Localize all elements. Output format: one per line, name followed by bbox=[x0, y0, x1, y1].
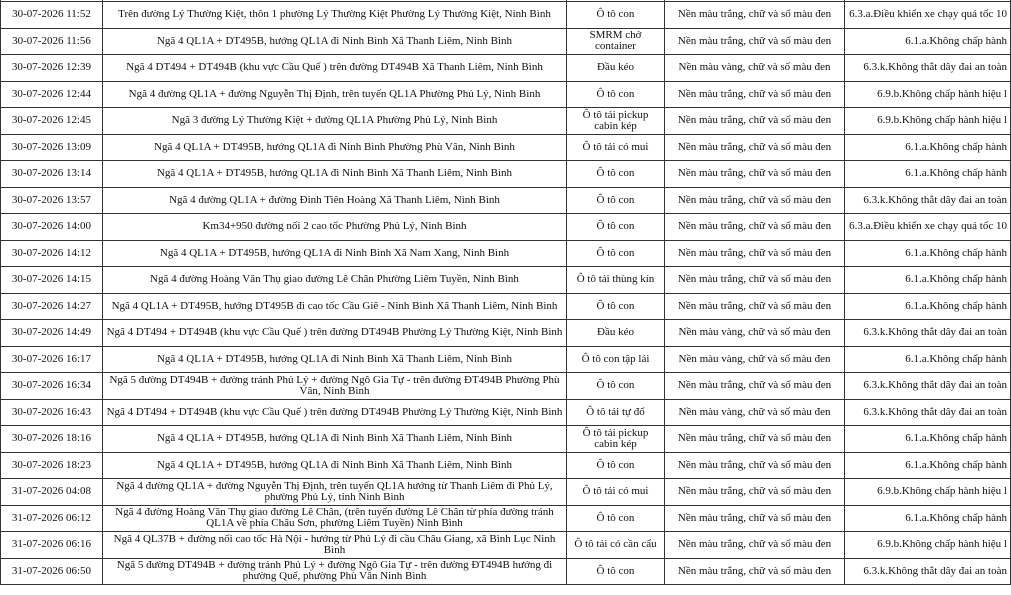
cell-vehicle-type: Ô tô con bbox=[567, 505, 665, 532]
cell-vehicle-type: Ô tô con bbox=[567, 373, 665, 400]
cell-violation: 6.3.a.Điều khiển xe chạy quá tốc 10 bbox=[845, 2, 1011, 29]
cell-location: Ngã 4 QL1A + DT495B, hướng QL1A đi Ninh Bình Xã Thanh Liêm, Ninh Bình bbox=[103, 161, 567, 188]
cell-time: 30-07-2026 12:39 bbox=[1, 55, 103, 82]
cell-vehicle-type: Ô tô con bbox=[567, 2, 665, 29]
table-row bbox=[1, 399, 1011, 426]
cell-time: 30-07-2026 16:43 bbox=[1, 399, 103, 426]
cell-time: 30-07-2026 18:16 bbox=[1, 426, 103, 453]
cell-vehicle-type: Ô tô tải thùng kín bbox=[567, 267, 665, 294]
cell-time: 30-07-2026 16:17 bbox=[1, 346, 103, 373]
table-row bbox=[1, 532, 1011, 559]
cell-location: Ngã 4 đường QL1A + đường Nguyễn Thị Định, trên tuyến QL1A hướng từ Thanh Liêm đi Phủ Lý, phường Phủ Lý, tỉnh Ninh Bình bbox=[103, 479, 567, 506]
cell-time: 31-07-2026 06:16 bbox=[1, 532, 103, 559]
cell-plate-color: Nền màu trắng, chữ và số màu đen bbox=[665, 108, 845, 135]
cell-time: 30-07-2026 14:49 bbox=[1, 320, 103, 347]
cell-violation: 6.3.k.Không thắt dây đai an toàn bbox=[845, 399, 1011, 426]
cell-vehicle-type: Ô tô con bbox=[567, 293, 665, 320]
cell-time: 30-07-2026 11:52 bbox=[1, 2, 103, 29]
cell-plate-color: Nền màu trắng, chữ và số màu đen bbox=[665, 240, 845, 267]
cell-location: Ngã 4 QL1A + DT495B, hướng QL1A đi Ninh Bình Phường Phù Vân, Ninh Bình bbox=[103, 134, 567, 161]
cell-time: 30-07-2026 13:57 bbox=[1, 187, 103, 214]
cell-violation: 6.1.a.Không chấp hành bbox=[845, 267, 1011, 294]
cell-plate-color: Nền màu trắng, chữ và số màu đen bbox=[665, 293, 845, 320]
cell-plate-color: Nền màu trắng, chữ và số màu đen bbox=[665, 373, 845, 400]
cell-vehicle-type: Đầu kéo bbox=[567, 320, 665, 347]
cell-time: 31-07-2026 06:12 bbox=[1, 505, 103, 532]
table-row bbox=[1, 479, 1011, 506]
cell-location: Ngã 4 DT494 + DT494B (khu vực Cầu Quế ) trên đường DT494B Phường Lý Thường Kiệt, Ninh Bình bbox=[103, 399, 567, 426]
table-row bbox=[1, 558, 1011, 585]
cell-time: 30-07-2026 12:45 bbox=[1, 108, 103, 135]
cell-location: Ngã 4 QL1A + DT495B, hướng QL1A đi Ninh Bình Xã Thanh Liêm, Ninh Bình bbox=[103, 346, 567, 373]
cell-violation: 6.1.a.Không chấp hành bbox=[845, 240, 1011, 267]
cell-plate-color: Nền màu trắng, chữ và số màu đen bbox=[665, 214, 845, 241]
cell-location: Km34+950 đường nối 2 cao tốc Phường Phủ Lý, Ninh Bình bbox=[103, 214, 567, 241]
cell-location: Ngã 4 đường QL1A + đường Nguyễn Thị Định, trên tuyến QL1A Phường Phủ Lý, Ninh Bình bbox=[103, 81, 567, 108]
table-row bbox=[1, 320, 1011, 347]
cell-time: 30-07-2026 14:15 bbox=[1, 267, 103, 294]
cell-violation: 6.1.a.Không chấp hành bbox=[845, 452, 1011, 479]
table-row bbox=[1, 293, 1011, 320]
cell-plate-color: Nền màu trắng, chữ và số màu đen bbox=[665, 81, 845, 108]
cell-violation: 6.3.k.Không thắt dây đai an toàn bbox=[845, 55, 1011, 82]
table-row bbox=[1, 108, 1011, 135]
cell-location: Ngã 5 đường DT494B + đường tránh Phủ Lý + đường Ngô Gia Tự - trên đường ĐT494B hướng đi phường Quế, phường Phù Vân Ninh Bình bbox=[103, 558, 567, 585]
cell-location: Ngã 4 đường Hoàng Văn Thụ giao đường Lê Chân, (trên tuyến đường Lê Chân từ phía đường tránh QL1A về phía Châu Sơn, phường Liêm Tuyền) Ninh Bình bbox=[103, 505, 567, 532]
cell-plate-color: Nền màu trắng, chữ và số màu đen bbox=[665, 505, 845, 532]
cell-violation: 6.9.b.Không chấp hành hiệu l bbox=[845, 479, 1011, 506]
cell-plate-color: Nền màu trắng, chữ và số màu đen bbox=[665, 134, 845, 161]
cell-time: 31-07-2026 06:50 bbox=[1, 558, 103, 585]
cell-location: Ngã 4 QL1A + DT495B, hướng QL1A đi Ninh Bình Xã Thanh Liêm, Ninh Bình bbox=[103, 426, 567, 453]
cell-time: 30-07-2026 16:34 bbox=[1, 373, 103, 400]
cell-plate-color: Nền màu trắng, chữ và số màu đen bbox=[665, 558, 845, 585]
cell-time: 30-07-2026 11:56 bbox=[1, 28, 103, 55]
cell-vehicle-type: Ô tô tải pickup cabin kép bbox=[567, 426, 665, 453]
cell-vehicle-type: Ô tô tải pickup cabin kép bbox=[567, 108, 665, 135]
cell-location: Ngã 3 đường Lý Thường Kiệt + đường QL1A Phường Phủ Lý, Ninh Bình bbox=[103, 108, 567, 135]
cell-time: 30-07-2026 12:44 bbox=[1, 81, 103, 108]
cell-plate-color: Nền màu trắng, chữ và số màu đen bbox=[665, 452, 845, 479]
cell-violation: 6.1.a.Không chấp hành bbox=[845, 346, 1011, 373]
cell-violation: 6.9.b.Không chấp hành hiệu l bbox=[845, 81, 1011, 108]
table-row bbox=[1, 161, 1011, 188]
cell-location: Ngã 4 QL1A + DT495B, hướng QL1A đi Ninh Bình Xã Thanh Liêm, Ninh Bình bbox=[103, 452, 567, 479]
cell-location: Ngã 4 đường QL1A + đường Đinh Tiên Hoàng Xã Thanh Liêm, Ninh Bình bbox=[103, 187, 567, 214]
table-row bbox=[1, 505, 1011, 532]
cell-location: Ngã 5 đường DT494B + đường tránh Phủ Lý + đường Ngô Gia Tự - trên đường ĐT494B Phường Phù Vân, Ninh Bình bbox=[103, 373, 567, 400]
cell-location: Ngã 4 QL37B + đường nối cao tốc Hà Nội - hướng từ Phủ Lý đi cầu Châu Giang, xã Bình Lục Ninh Bình bbox=[103, 532, 567, 559]
cell-violation: 6.1.a.Không chấp hành bbox=[845, 161, 1011, 188]
table-row bbox=[1, 214, 1011, 241]
table-row bbox=[1, 2, 1011, 29]
table-row bbox=[1, 55, 1011, 82]
cell-location: Ngã 4 QL1A + DT495B, hướng QL1A đi Ninh Bình Xã Nam Xang, Ninh Bình bbox=[103, 240, 567, 267]
cell-violation: 6.9.b.Không chấp hành hiệu l bbox=[845, 108, 1011, 135]
table-row bbox=[1, 452, 1011, 479]
cell-plate-color: Nền màu vàng, chữ và số màu đen bbox=[665, 320, 845, 347]
cell-vehicle-type: Ô tô con bbox=[567, 161, 665, 188]
cell-vehicle-type: SMRM chở container bbox=[567, 28, 665, 55]
cell-violation: 6.3.k.Không thắt dây đai an toàn bbox=[845, 558, 1011, 585]
cell-vehicle-type: Ô tô tải có mui bbox=[567, 134, 665, 161]
cell-vehicle-type: Ô tô con bbox=[567, 558, 665, 585]
cell-time: 30-07-2026 14:12 bbox=[1, 240, 103, 267]
cell-plate-color: Nền màu trắng, chữ và số màu đen bbox=[665, 267, 845, 294]
cell-violation: 6.3.k.Không thắt dây đai an toàn bbox=[845, 373, 1011, 400]
cell-plate-color: Nền màu vàng, chữ và số màu đen bbox=[665, 346, 845, 373]
cell-vehicle-type: Ô tô con bbox=[567, 214, 665, 241]
cell-vehicle-type: Ô tô con bbox=[567, 187, 665, 214]
cell-plate-color: Nền màu trắng, chữ và số màu đen bbox=[665, 28, 845, 55]
cell-violation: 6.1.a.Không chấp hành bbox=[845, 505, 1011, 532]
cell-violation: 6.1.a.Không chấp hành bbox=[845, 134, 1011, 161]
cell-time: 30-07-2026 13:14 bbox=[1, 161, 103, 188]
cell-location: Trên đường Lý Thường Kiệt, thôn 1 phường Lý Thường Kiệt Phường Lý Thường Kiệt, Ninh Bình bbox=[103, 2, 567, 29]
cell-violation: 6.3.a.Điều khiển xe chạy quá tốc 10 bbox=[845, 214, 1011, 241]
cell-location: Ngã 4 QL1A + DT495B, hướng QL1A đi Ninh Bình Xã Thanh Liêm, Ninh Bình bbox=[103, 28, 567, 55]
cell-vehicle-type: Ô tô con bbox=[567, 81, 665, 108]
cell-vehicle-type: Ô tô con bbox=[567, 240, 665, 267]
table-row bbox=[1, 28, 1011, 55]
table-row bbox=[1, 134, 1011, 161]
cell-vehicle-type: Đầu kéo bbox=[567, 55, 665, 82]
cell-plate-color: Nền màu vàng, chữ và số màu đen bbox=[665, 55, 845, 82]
cell-time: 30-07-2026 18:23 bbox=[1, 452, 103, 479]
cell-violation: 6.1.a.Không chấp hành bbox=[845, 28, 1011, 55]
cell-vehicle-type: Ô tô tải có mui bbox=[567, 479, 665, 506]
cell-time: 30-07-2026 14:27 bbox=[1, 293, 103, 320]
violation-table-body bbox=[1, 0, 1011, 585]
cell-time: 30-07-2026 14:00 bbox=[1, 214, 103, 241]
cell-violation: 6.1.a.Không chấp hành bbox=[845, 426, 1011, 453]
table-row bbox=[1, 81, 1011, 108]
cell-violation: 6.9.b.Không chấp hành hiệu l bbox=[845, 532, 1011, 559]
cell-location: Ngã 4 DT494 + DT494B (khu vực Cầu Quế ) trên đường DT494B Phường Lý Thường Kiệt, Ninh Bình bbox=[103, 320, 567, 347]
table-row bbox=[1, 346, 1011, 373]
cell-location: Ngã 4 DT494 + DT494B (khu vực Cầu Quế ) trên đường DT494B Xã Thanh Liêm, Ninh Bình bbox=[103, 55, 567, 82]
cell-plate-color: Nền màu trắng, chữ và số màu đen bbox=[665, 161, 845, 188]
cell-plate-color: Nền màu vàng, chữ và số màu đen bbox=[665, 399, 845, 426]
cell-violation: 6.3.k.Không thắt dây đai an toàn bbox=[845, 187, 1011, 214]
cell-vehicle-type: Ô tô tải có cần cẩu bbox=[567, 532, 665, 559]
cell-vehicle-type: Ô tô con tập lái bbox=[567, 346, 665, 373]
cell-time: 31-07-2026 04:08 bbox=[1, 479, 103, 506]
cell-time: 30-07-2026 13:09 bbox=[1, 134, 103, 161]
table-row bbox=[1, 240, 1011, 267]
cell-location: Ngã 4 QL1A + DT495B, hướng DT495B đi cao tốc Cầu Giẽ - Ninh Bình Xã Thanh Liêm, Ninh Bình bbox=[103, 293, 567, 320]
table-row bbox=[1, 426, 1011, 453]
cell-plate-color: Nền màu trắng, chữ và số màu đen bbox=[665, 2, 845, 29]
cell-violation: 6.1.a.Không chấp hành bbox=[845, 293, 1011, 320]
cell-vehicle-type: Ô tô con bbox=[567, 452, 665, 479]
cell-plate-color: Nền màu trắng, chữ và số màu đen bbox=[665, 426, 845, 453]
cell-vehicle-type: Ô tô tải tự đổ bbox=[567, 399, 665, 426]
cell-location: Ngã 4 đường Hoàng Văn Thụ giao đường Lê Chân Phường Liêm Tuyền, Ninh Bình bbox=[103, 267, 567, 294]
cell-plate-color: Nền màu trắng, chữ và số màu đen bbox=[665, 187, 845, 214]
cell-violation: 6.3.k.Không thắt dây đai an toàn bbox=[845, 320, 1011, 347]
cell-plate-color: Nền màu trắng, chữ và số màu đen bbox=[665, 532, 845, 559]
cell-plate-color: Nền màu trắng, chữ và số màu đen bbox=[665, 479, 845, 506]
table-row bbox=[1, 187, 1011, 214]
table-row bbox=[1, 373, 1011, 400]
table-row bbox=[1, 267, 1011, 294]
